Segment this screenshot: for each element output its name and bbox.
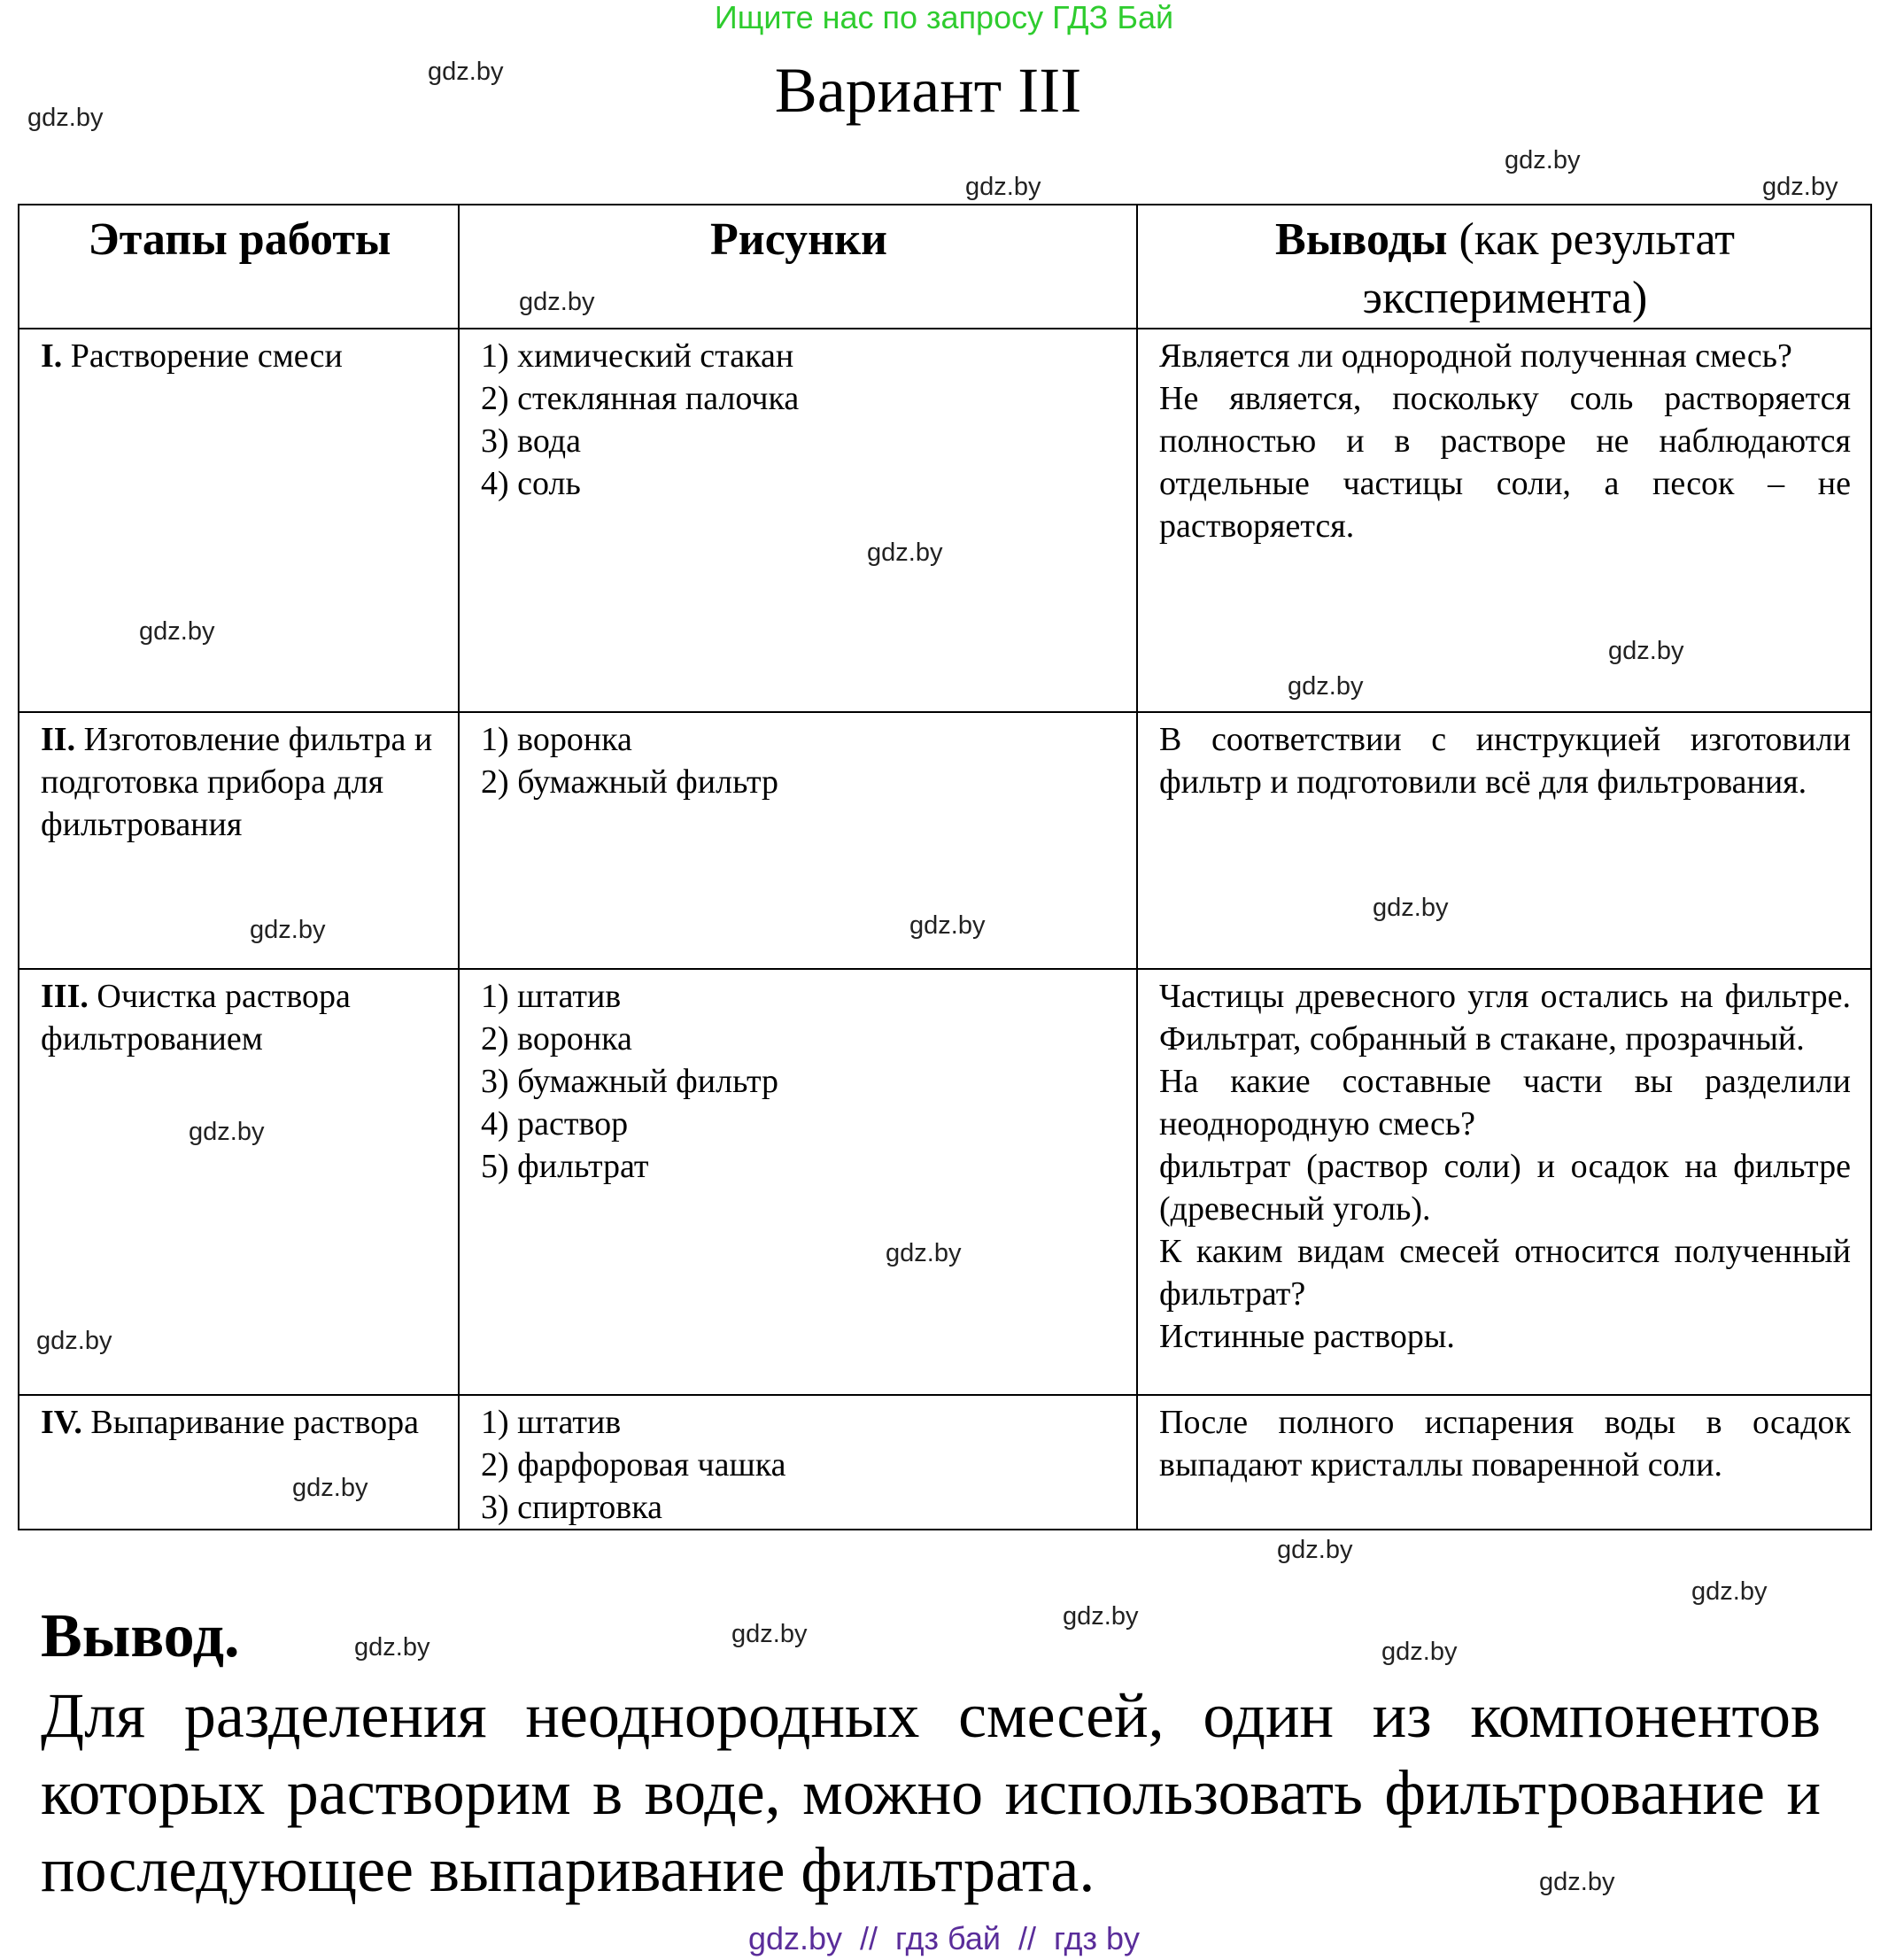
watermark: gdz.by: [867, 538, 943, 567]
table-row: [19, 1395, 1871, 1530]
header-conclusions: Выводы (как результат эксперимента): [1137, 205, 1871, 329]
watermark: gdz.by: [965, 173, 1041, 201]
watermark: gdz.by: [519, 288, 595, 316]
watermark: gdz.by: [1539, 1868, 1615, 1896]
watermark: gdz.by: [250, 916, 326, 944]
watermark: gdz.by: [1691, 1577, 1768, 1606]
conclusion-cell: Является ли однородной полученная смесь? Не является, поскольку соль растворяется полностью и в растворе не наблюдаются отдельные частицы соли, а песок – не растворяется.: [1137, 329, 1871, 712]
pictures-cell: 1) штатив 2) воронка 3) бумажный фильтр 4) раствор 5) фильтрат: [459, 969, 1137, 1395]
pictures-cell: 1) воронка 2) бумажный фильтр: [459, 712, 1137, 969]
watermark: gdz.by: [1608, 637, 1684, 665]
watermark: gdz.by: [1762, 173, 1838, 201]
watermark: gdz.by: [1063, 1602, 1139, 1631]
watermark: gdz.by: [36, 1327, 112, 1355]
watermark: gdz.by: [139, 617, 215, 646]
table-row: [19, 329, 1871, 712]
table-header-row: [19, 205, 1871, 329]
conclusion-heading: Вывод.: [41, 1602, 240, 1670]
promo-text: Ищите нас по запросу ГДЗ Бай: [714, 0, 1174, 35]
watermark: gdz.by: [1288, 672, 1364, 701]
watermark: gdz.by: [731, 1620, 808, 1648]
footer-links: gdz.by // гдз бай // гдз by: [747, 1920, 1141, 1956]
watermark: gdz.by: [292, 1474, 368, 1502]
stage-cell: I. Растворение смеси: [19, 329, 459, 712]
watermark: gdz.by: [1505, 146, 1581, 174]
watermark: gdz.by: [189, 1118, 265, 1146]
pictures-cell: 1) химический стакан 2) стеклянная палочка 3) вода 4) соль: [459, 329, 1137, 712]
page-title: Вариант III: [774, 55, 1082, 126]
watermark: gdz.by: [354, 1633, 430, 1662]
stage-cell: II. Изготовление фильтра и подготовка прибора для фильтрования: [19, 712, 459, 969]
watermark: gdz.by: [1373, 894, 1449, 922]
header-stages: Этапы работы: [19, 205, 459, 329]
table-row: [19, 969, 1871, 1395]
watermark: gdz.by: [1381, 1638, 1458, 1666]
watermark: gdz.by: [886, 1239, 962, 1267]
watermark: gdz.by: [428, 58, 504, 86]
conclusion-text: Для разделения неоднородных смесей, один из компонентов которых растворим в воде, можно использовать фильтрование и последующее выпаривание фильтрата.: [41, 1680, 1821, 1905]
watermark: gdz.by: [27, 104, 104, 132]
watermark: gdz.by: [909, 911, 986, 940]
pictures-cell: 1) штатив 2) фарфоровая чашка 3) спиртовка: [459, 1395, 1137, 1530]
conclusion-cell: После полного испарения воды в осадок выпадают кристаллы поваренной соли.: [1137, 1395, 1871, 1530]
stage-cell: IV. Выпаривание раствора: [19, 1395, 459, 1530]
header-pictures: Рисунки: [459, 205, 1137, 329]
lab-work-table: [18, 204, 1872, 1530]
conclusion-cell: Частицы древесного угля остались на фильтре. Фильтрат, собранный в стакане, прозрачный. На какие составные части вы разделили неоднородную смесь? фильтрат (раствор соли) и осадок на фильтре (древесный уголь). К каким видам смесей относится полученный фильтрат? Истинные растворы.: [1137, 969, 1871, 1395]
conclusion-cell: В соответствии с инструкцией изготовили фильтр и подготовили всё для фильтрования.: [1137, 712, 1871, 969]
watermark: gdz.by: [1277, 1536, 1353, 1564]
stage-cell: III. Очистка раствора фильтрованием: [19, 969, 459, 1395]
